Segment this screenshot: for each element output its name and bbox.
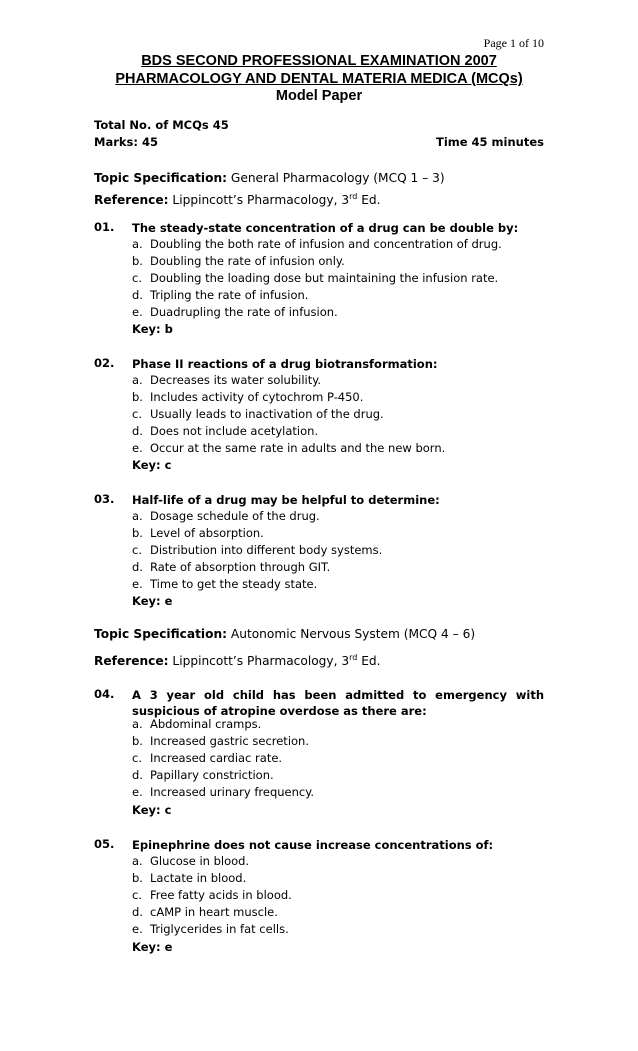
option-text: Duadrupling the rate of infusion. [150, 305, 338, 319]
option [132, 441, 445, 455]
option [132, 305, 338, 319]
option-letter: c. [132, 751, 142, 765]
question-number: 04. [94, 687, 115, 701]
option-text: Increased cardiac rate. [150, 751, 283, 765]
option [132, 734, 309, 748]
option-letter: a. [132, 717, 143, 731]
option-text: Usually leads to inactivation of the drug. [150, 407, 384, 421]
topic-spec-label: Topic Specification: [94, 171, 228, 185]
answer-key: Key: c [132, 803, 172, 817]
option-letter: c. [132, 888, 142, 902]
option-letter: e. [132, 785, 143, 799]
option [132, 271, 498, 285]
option [132, 373, 321, 387]
topic-spec-text: Autonomic Nervous System (MCQ 4 – 6) [230, 627, 476, 641]
option-text: Increased urinary frequency. [150, 785, 315, 799]
option-letter: d. [132, 905, 143, 919]
option-letter: c. [132, 543, 142, 557]
option [132, 888, 292, 902]
option-letter: b. [132, 871, 143, 885]
option [132, 237, 502, 251]
question-number: 01. [94, 220, 115, 234]
option-letter: c. [132, 271, 142, 285]
reference-tail: Ed. [361, 654, 381, 668]
reference-text: Lippincott’s Pharmacology, 3 [172, 193, 350, 207]
option [132, 543, 382, 557]
option [132, 254, 345, 268]
option-text: Time to get the steady state. [150, 577, 318, 591]
option-letter: d. [132, 424, 143, 438]
question-number: 03. [94, 492, 115, 506]
topic-spec-text: General Pharmacology (MCQ 1 – 3) [230, 171, 445, 185]
topic-specification [94, 627, 475, 641]
option [132, 288, 308, 302]
reference [94, 193, 381, 207]
option-text: Dosage schedule of the drug. [150, 509, 320, 523]
option-letter: b. [132, 254, 143, 268]
option [132, 768, 274, 782]
option [132, 854, 249, 868]
option-letter: d. [132, 768, 143, 782]
option-letter: c. [132, 407, 142, 421]
option-text: Lactate in blood. [150, 871, 247, 885]
answer-key: Key: c [132, 458, 172, 472]
option [132, 424, 318, 438]
option-letter: d. [132, 560, 143, 574]
subject-title: PHARMACOLOGY AND DENTAL MATERIA MEDICA (MCQs) [115, 71, 523, 87]
topic-spec-label: Topic Specification: [94, 627, 228, 641]
reference-sup: rd [349, 652, 358, 662]
option-text: Tripling the rate of infusion. [150, 288, 309, 302]
answer-key: Key: e [132, 940, 173, 954]
option-letter: a. [132, 854, 143, 868]
page-number: Page 1 of 10 [483, 36, 544, 50]
option-text: Papillary constriction. [150, 768, 274, 782]
answer-key: Key: b [132, 322, 173, 336]
option-text: Occur at the same rate in adults and the new born. [150, 441, 446, 455]
option-letter: d. [132, 288, 143, 302]
marks: Marks: 45 [94, 135, 158, 149]
option-letter: b. [132, 734, 143, 748]
reference-sup: rd [349, 191, 358, 201]
option [132, 509, 320, 523]
option [132, 905, 278, 919]
option-text: Doubling the loading dose but maintaining the infusion rate. [150, 271, 499, 285]
exam-title: BDS SECOND PROFESSIONAL EXAMINATION 2007 [141, 53, 497, 69]
option-text: cAMP in heart muscle. [150, 905, 278, 919]
option-text: Level of absorption. [150, 526, 264, 540]
option-letter: a. [132, 509, 143, 523]
question-text: A 3 year old child has been admitted to emergency with suspicious of atropine overdose as there are: [132, 688, 544, 718]
option-text: Abdominal cramps. [150, 717, 262, 731]
total-mcqs: Total No. of MCQs 45 [94, 118, 229, 132]
option-text: Doubling the both rate of infusion and concentration of drug. [150, 237, 502, 251]
question-number: 02. [94, 356, 115, 370]
option [132, 785, 314, 799]
question-text: The steady-state concentration of a drug can be double by: [132, 221, 519, 235]
question-number: 05. [94, 837, 115, 851]
option [132, 717, 261, 731]
reference-label: Reference: [94, 654, 169, 668]
option [132, 526, 264, 540]
option-text: Free fatty acids in blood. [150, 888, 292, 902]
option-letter: e. [132, 305, 143, 319]
paper-type: Model Paper [275, 88, 363, 104]
question-text: Phase II reactions of a drug biotransformation: [132, 357, 438, 371]
option-letter: b. [132, 526, 143, 540]
option-text: Increased gastric secretion. [150, 734, 309, 748]
option [132, 871, 246, 885]
option-letter: a. [132, 237, 143, 251]
reference-label: Reference: [94, 193, 169, 207]
option-letter: e. [132, 922, 143, 936]
option-letter: e. [132, 577, 143, 591]
option-text: Distribution into different body systems. [150, 543, 383, 557]
option-text: Decreases its water solubility. [150, 373, 322, 387]
option [132, 390, 363, 404]
option [132, 751, 282, 765]
time-allowed: Time 45 minutes [435, 135, 544, 149]
option [132, 922, 289, 936]
option [132, 577, 317, 591]
option-text: Triglycerides in fat cells. [150, 922, 289, 936]
option-text: Doubling the rate of infusion only. [150, 254, 345, 268]
option-text: Includes activity of cytochrom P-450. [150, 390, 364, 404]
option-letter: a. [132, 373, 143, 387]
option [132, 560, 330, 574]
option-text: Rate of absorption through GIT. [150, 560, 331, 574]
option-letter: b. [132, 390, 143, 404]
topic-specification [94, 171, 445, 185]
content-area [94, 0, 544, 1051]
option-text: Does not include acetylation. [150, 424, 319, 438]
question-text: Epinephrine does not cause increase concentrations of: [132, 838, 494, 852]
option-letter: e. [132, 441, 143, 455]
answer-key: Key: e [132, 594, 173, 608]
reference-tail: Ed. [361, 193, 381, 207]
reference [94, 654, 381, 668]
reference-text: Lippincott’s Pharmacology, 3 [172, 654, 350, 668]
option-text: Glucose in blood. [150, 854, 250, 868]
question-text: Half-life of a drug may be helpful to determine: [132, 493, 440, 507]
option [132, 407, 384, 421]
